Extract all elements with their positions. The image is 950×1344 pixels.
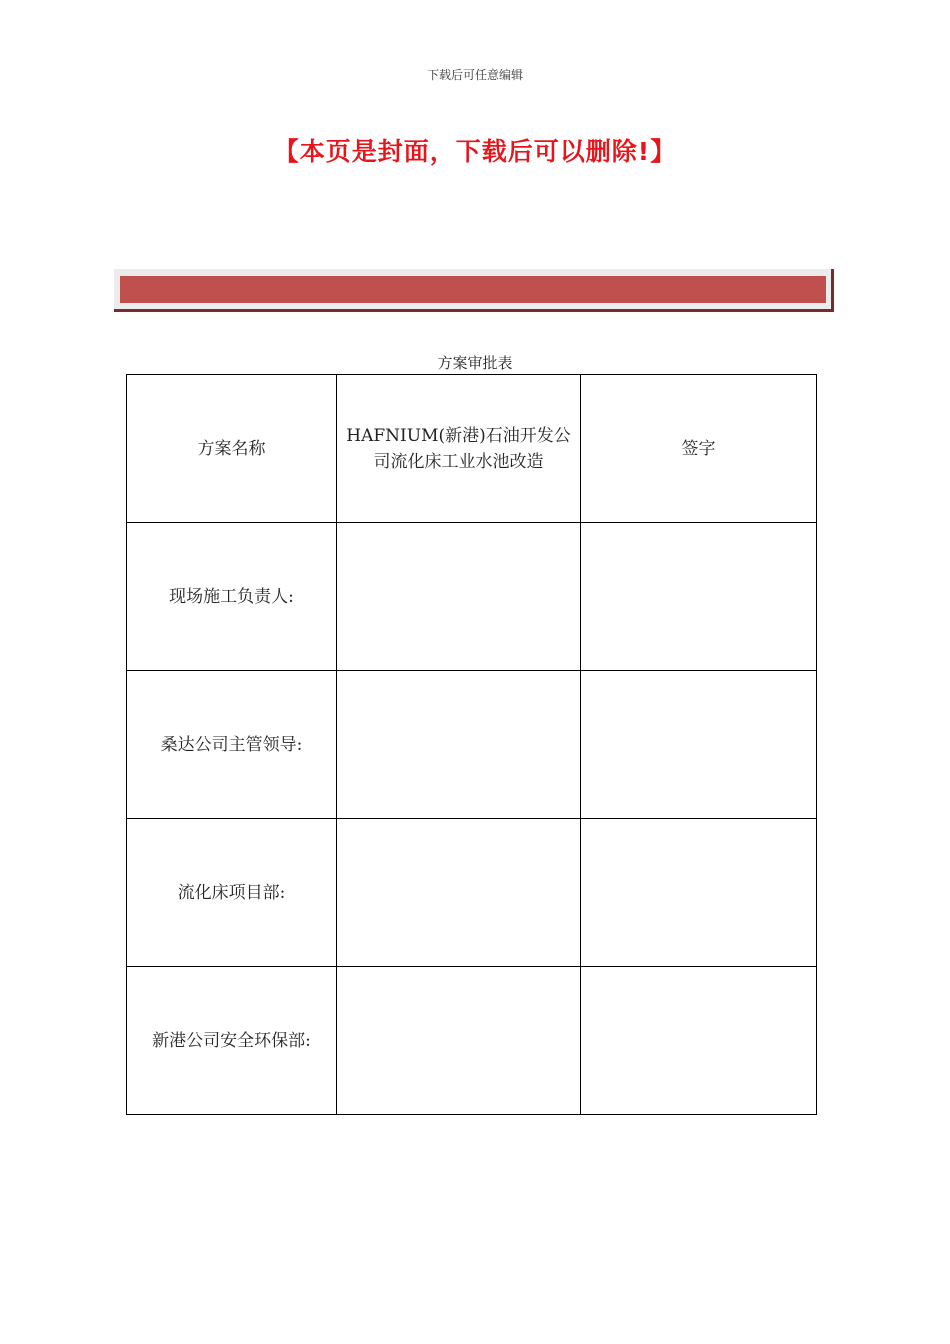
- row-signature-cell[interactable]: [581, 523, 817, 671]
- cover-notice: 【本页是封面，下载后可以删除!】: [273, 137, 677, 166]
- table-row: [127, 967, 817, 1115]
- project-name-line-2: 司流化床工业水池改造: [373, 451, 544, 472]
- signature-header: 签字: [581, 375, 817, 523]
- banner-bar: [120, 276, 826, 303]
- row-label-project-dept: 流化床项目部:: [127, 819, 337, 967]
- row-signature-cell[interactable]: [581, 671, 817, 819]
- row-signature-cell[interactable]: [581, 819, 817, 967]
- project-name-cell: [337, 375, 581, 523]
- row-value-cell[interactable]: [337, 523, 581, 671]
- table-header-row: [127, 375, 817, 523]
- header-note: 下载后可任意编辑: [426, 68, 523, 82]
- plan-name-label: 方案名称: [127, 375, 337, 523]
- row-value-cell[interactable]: [337, 671, 581, 819]
- table-row: [127, 523, 817, 671]
- project-name-line-1: HAFNIUM(新港)石油开发公: [346, 425, 571, 446]
- row-label-site-manager: 现场施工负责人:: [127, 523, 337, 671]
- table-row: [127, 819, 817, 967]
- row-value-cell[interactable]: [337, 819, 581, 967]
- decorative-banner: [114, 269, 834, 312]
- table-row: [127, 671, 817, 819]
- row-label-safety-dept: 新港公司安全环保部:: [127, 967, 337, 1115]
- row-value-cell[interactable]: [337, 967, 581, 1115]
- row-signature-cell[interactable]: [581, 967, 817, 1115]
- row-label-sangda-leader: 桑达公司主管领导:: [127, 671, 337, 819]
- approval-table: [126, 374, 817, 1115]
- table-title: 方案审批表: [437, 354, 513, 372]
